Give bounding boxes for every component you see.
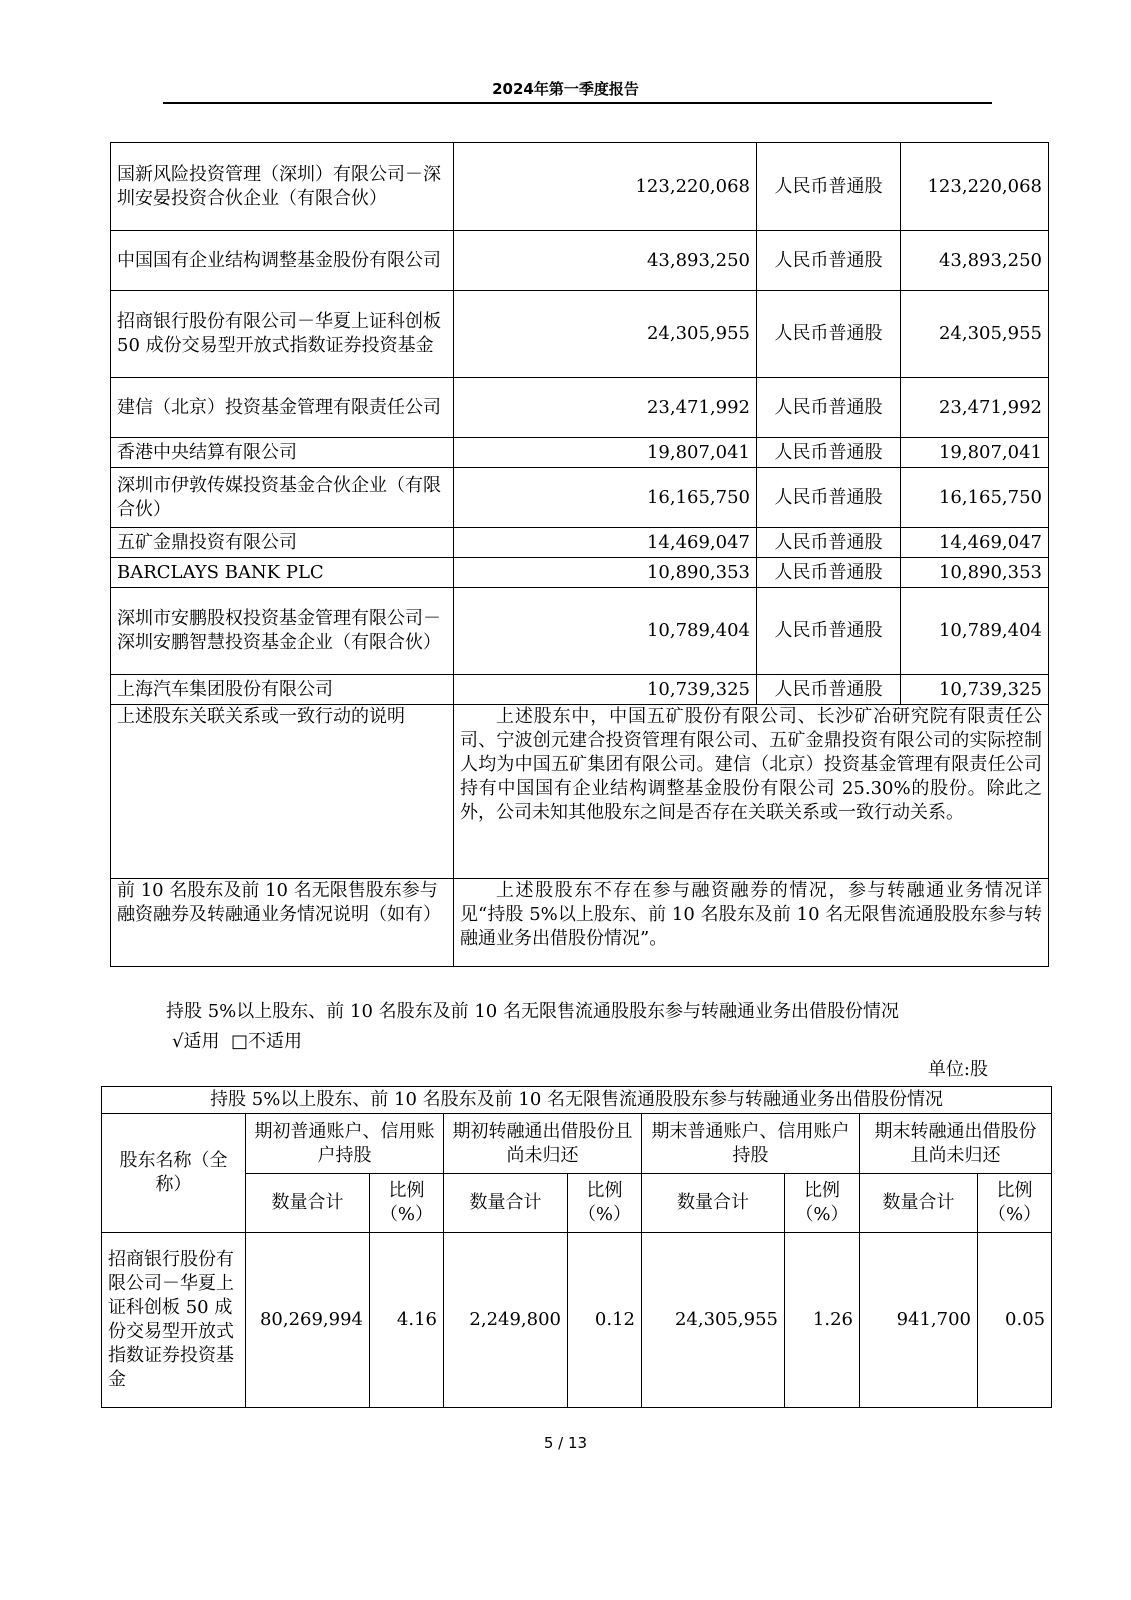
- header-divider: [163, 102, 992, 104]
- section-title: 持股 5%以上股东、前 10 名股东及前 10 名无限售流通股股东参与转融通业务出借股份情况: [166, 1001, 899, 1022]
- share-quantity-by-class: 23,471,992: [901, 378, 1049, 438]
- table-row: [111, 378, 1049, 438]
- value-cell: 1.26: [785, 1233, 860, 1408]
- table-row: [102, 1233, 1052, 1408]
- share-quantity-by-class: 16,165,750: [901, 468, 1049, 528]
- relationship-note-text: 上述股东中，中国五矿股份有限公司、长沙矿冶研究院有限责任公司、宁波创元建合投资管理有限公司、五矿金鼎投资有限公司的实际控制人均为中国五矿集团有限公司。建信（北京）投资基金管理有限责任公司持有中国国有企业结构调整基金股份有限公司 25.30%的股份。除此之外，公司未知其他股东之间是否存在关联关系或一致行动关系。: [454, 705, 1049, 879]
- table-caption-row: [102, 1087, 1052, 1114]
- table-row: [111, 468, 1049, 528]
- share-quantity-by-class: 123,220,068: [901, 143, 1049, 231]
- column-header-qty: 数量合计: [860, 1174, 978, 1233]
- column-header-qty: 数量合计: [642, 1174, 785, 1233]
- share-quantity-by-class: 24,305,955: [901, 291, 1049, 378]
- column-header-ratio: 比例（%）: [370, 1174, 444, 1233]
- column-group-header: 期末普通账户、信用账户持股: [642, 1114, 860, 1174]
- share-quantity: 19,807,041: [454, 438, 757, 468]
- share-quantity: 10,739,325: [454, 675, 757, 705]
- column-group-header: 期初转融通出借股份且尚未归还: [444, 1114, 642, 1174]
- share-class: 人民币普通股: [757, 675, 901, 705]
- not-applicable-label: 不适用: [247, 1031, 302, 1052]
- share-quantity: 10,890,353: [454, 558, 757, 588]
- column-group-header: 期初普通账户、信用账户持股: [246, 1114, 444, 1174]
- unit-label: 单位:股: [927, 1059, 988, 1080]
- column-header-qty: 数量合计: [444, 1174, 568, 1233]
- shareholder-name: 招商银行股份有限公司－华夏上证科创板 50 成份交易型开放式指数证券投资基金: [102, 1233, 246, 1408]
- empty-checkbox-icon: □: [230, 1031, 248, 1052]
- page-number: 5 / 13: [543, 1434, 588, 1452]
- share-quantity: 10,789,404: [454, 588, 757, 675]
- table-caption: 持股 5%以上股东、前 10 名股东及前 10 名无限售流通股股东参与转融通业务出借股份情况: [102, 1087, 1052, 1114]
- table-row: [111, 705, 1049, 879]
- column-header-qty: 数量合计: [246, 1174, 370, 1233]
- table-row: [111, 588, 1049, 675]
- table-header-row: [102, 1114, 1052, 1174]
- shareholder-name: BARCLAYS BANK PLC: [111, 558, 454, 588]
- share-quantity-by-class: 43,893,250: [901, 231, 1049, 291]
- share-class: 人民币普通股: [757, 558, 901, 588]
- table-row: [111, 291, 1049, 378]
- share-quantity-by-class: 14,469,047: [901, 528, 1049, 558]
- top-shareholders-table: [110, 142, 1049, 967]
- share-class: 人民币普通股: [757, 468, 901, 528]
- relationship-note-label: 上述股东关联关系或一致行动的说明: [111, 705, 454, 879]
- share-quantity: 23,471,992: [454, 378, 757, 438]
- value-cell: 24,305,955: [642, 1233, 785, 1408]
- table-row: [111, 675, 1049, 705]
- table-row: [111, 879, 1049, 967]
- shareholder-name: 深圳市安鹏股权投资基金管理有限公司－深圳安鹏智慧投资基金企业（有限合伙）: [111, 588, 454, 675]
- table-row: [111, 231, 1049, 291]
- column-header-ratio: 比例（%）: [568, 1174, 642, 1233]
- share-quantity-by-class: 10,789,404: [901, 588, 1049, 675]
- column-header-name: 股东名称（全称）: [102, 1114, 246, 1233]
- securities-lending-table: [101, 1086, 1052, 1408]
- share-class: 人民币普通股: [757, 291, 901, 378]
- shareholder-name: 国新风险投资管理（深圳）有限公司－深圳安晏投资合伙企业（有限合伙）: [111, 143, 454, 231]
- table-row: [111, 438, 1049, 468]
- applicable-label: 适用: [183, 1031, 220, 1052]
- shareholder-name: 中国国有企业结构调整基金股份有限公司: [111, 231, 454, 291]
- shareholder-name: 五矿金鼎投资有限公司: [111, 528, 454, 558]
- share-quantity-by-class: 10,739,325: [901, 675, 1049, 705]
- table-row: [111, 143, 1049, 231]
- share-class: 人民币普通股: [757, 143, 901, 231]
- share-quantity: 43,893,250: [454, 231, 757, 291]
- checkmark-icon: √: [172, 1031, 184, 1052]
- value-cell: 2,249,800: [444, 1233, 568, 1408]
- value-cell: 80,269,994: [246, 1233, 370, 1408]
- share-quantity: 123,220,068: [454, 143, 757, 231]
- column-header-ratio: 比例（%）: [978, 1174, 1052, 1233]
- table-row: [111, 528, 1049, 558]
- share-quantity: 14,469,047: [454, 528, 757, 558]
- share-class: 人民币普通股: [757, 231, 901, 291]
- share-class: 人民币普通股: [757, 588, 901, 675]
- shareholder-name: 香港中央结算有限公司: [111, 438, 454, 468]
- margin-trading-note-label: 前 10 名股东及前 10 名无限售股东参与融资融券及转融通业务情况说明（如有）: [111, 879, 454, 967]
- share-class: 人民币普通股: [757, 438, 901, 468]
- report-header: 2024年第一季度报告: [492, 80, 639, 98]
- column-group-header: 期末转融通出借股份且尚未归还: [860, 1114, 1052, 1174]
- share-class: 人民币普通股: [757, 528, 901, 558]
- shareholder-name: 招商银行股份有限公司－华夏上证科创板 50 成份交易型开放式指数证券投资基金: [111, 291, 454, 378]
- applicability-options: [172, 1030, 302, 1054]
- share-class: 人民币普通股: [757, 378, 901, 438]
- share-quantity-by-class: 19,807,041: [901, 438, 1049, 468]
- column-header-ratio: 比例（%）: [785, 1174, 860, 1233]
- table-row: [111, 558, 1049, 588]
- margin-trading-note-text: 上述股股东不存在参与融资融券的情况，参与转融通业务情况详见“持股 5%以上股东、前 10 名股东及前 10 名无限售流通股股东参与转融通业务出借股份情况”。: [454, 879, 1049, 967]
- shareholder-name: 上海汽车集团股份有限公司: [111, 675, 454, 705]
- value-cell: 0.12: [568, 1233, 642, 1408]
- share-quantity: 16,165,750: [454, 468, 757, 528]
- value-cell: 941,700: [860, 1233, 978, 1408]
- value-cell: 4.16: [370, 1233, 444, 1408]
- value-cell: 0.05: [978, 1233, 1052, 1408]
- share-quantity-by-class: 10,890,353: [901, 558, 1049, 588]
- share-quantity: 24,305,955: [454, 291, 757, 378]
- shareholder-name: 深圳市伊敦传媒投资基金合伙企业（有限合伙）: [111, 468, 454, 528]
- shareholder-name: 建信（北京）投资基金管理有限责任公司: [111, 378, 454, 438]
